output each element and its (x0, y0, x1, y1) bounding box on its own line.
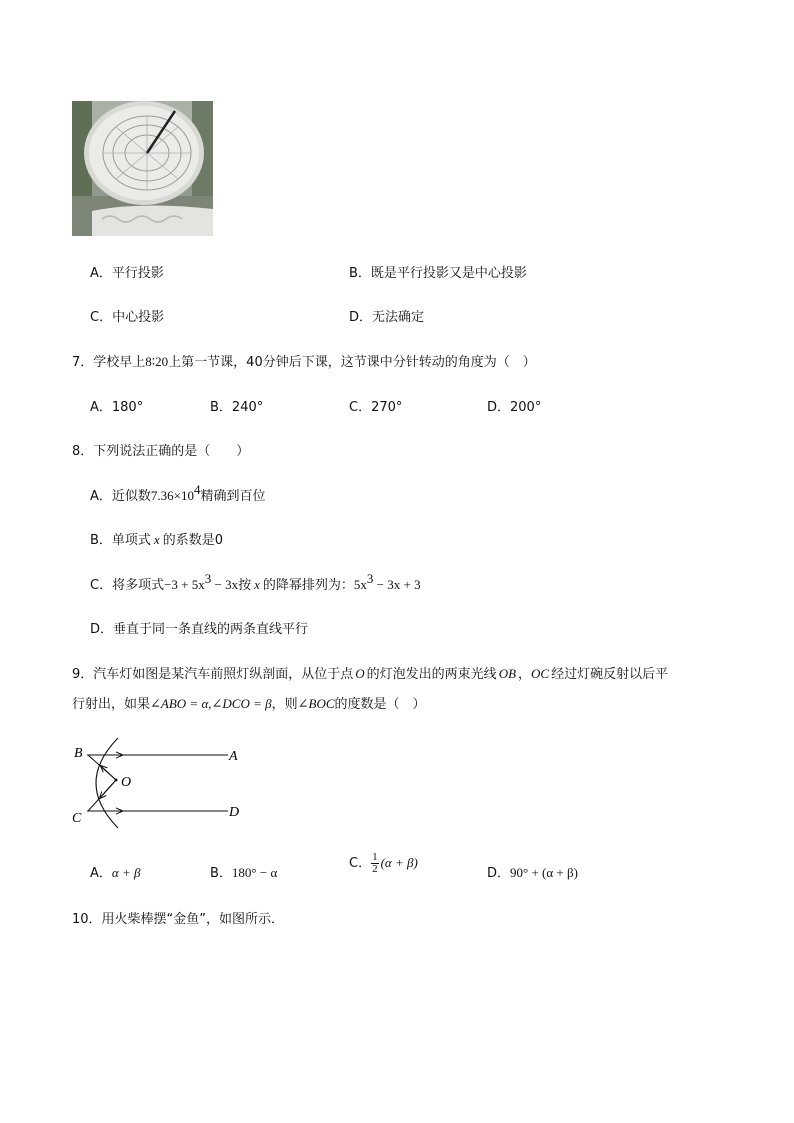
label-d: D (229, 805, 240, 820)
point-o-dot (115, 779, 118, 782)
q8-c-mid: 按 (238, 578, 252, 593)
q6-option-a: A．平行投影 (90, 266, 164, 281)
q9-stem-line2 (72, 693, 426, 712)
q9-b-label: B． (210, 866, 232, 881)
sundial-photo (72, 101, 213, 236)
q9-condition: ∠ABO = α,∠DCO = β (150, 696, 272, 711)
label-o: O (121, 775, 132, 790)
q8-c-poly2-tail: − 3x + 3 (373, 577, 421, 592)
q9-a-expr: α + β (111, 865, 141, 880)
q6-option-d: D．无法确定 (349, 310, 425, 325)
q8-a-prefix: A．近似数 (90, 489, 151, 504)
label-b: B (74, 746, 83, 761)
q7-stem (72, 351, 536, 370)
q8-stem: 8．下列说法正确的是（ ） (72, 444, 250, 459)
q9-d-label: D． (487, 866, 511, 881)
label-c: C (72, 811, 82, 826)
q8-c-poly2: 5x (353, 577, 367, 592)
q9-angle-boc: ∠BOC (297, 696, 335, 711)
q9-c-numerator: 1 (372, 851, 378, 863)
q8-c-poly1-exp: 3 (204, 571, 212, 586)
headlight-diagram (66, 735, 256, 831)
q8-b-suffix: 的系数是0 (162, 533, 223, 548)
q9-line2-part2: ，则 (271, 697, 298, 712)
q6-option-c: C．中心投影 (90, 310, 165, 325)
sundial-illustration (72, 101, 213, 236)
q8-c-prefix: C．将多项式 (90, 578, 165, 593)
q9-c-fraction (371, 852, 379, 875)
q7-option-d: D．200° (487, 400, 542, 415)
q9-ray-oc: OC (531, 666, 550, 681)
q8-c-poly2-exp: 3 (366, 571, 374, 586)
q8-a-suffix: 精确到百位 (200, 489, 266, 504)
q9-line1-part3: 经过灯碗反射以后平 (551, 667, 669, 682)
q9-d-expr: 90° + (α + β) (510, 865, 578, 880)
q8-c-mid2: 的降幂排列为： (262, 578, 354, 593)
q7-option-b: B．240° (210, 400, 264, 415)
q9-comma: ， (518, 667, 532, 682)
q7-stem-part1: 7．学校早上 (72, 355, 146, 370)
q9-line2-part1: 行射出，如果 (72, 697, 151, 712)
q8-c-poly1-tail: − 3x (211, 577, 239, 592)
q7-stem-part2: 上第一节课，40分钟后下课，这节课中分针转动的角度为（ ） (168, 355, 536, 370)
q9-stem-line1 (72, 663, 668, 682)
label-a: A (229, 749, 238, 764)
q8-c-poly1: −3 + 5x (164, 577, 205, 592)
q8-option-d: D．垂直于同一条直线的两条直线平行 (90, 622, 309, 637)
reflector-arc (96, 738, 118, 828)
q9-line1-part1: 9．汽车灯如图是某汽车前照灯纵剖面，从位于点 (72, 667, 354, 682)
q7-option-a: A．180° (90, 400, 144, 415)
q8-option-c (90, 571, 421, 593)
q9-a-label: A． (90, 866, 112, 881)
q9-option-c (349, 852, 418, 875)
q8-b-variable: x (153, 532, 160, 547)
q10-stem: 10．用火柴棒摆“金鱼”，如图所示． (72, 912, 285, 927)
q6-option-b: B．既是平行投影又是中心投影 (349, 266, 527, 281)
q9-option-d (487, 862, 578, 881)
q8-a-exponent: 4 (194, 482, 201, 497)
q9-c-denominator: 2 (372, 863, 378, 875)
q9-point-o: O (355, 666, 365, 681)
q7-option-c: C．270° (349, 400, 403, 415)
q9-b-expr: 180° − α (231, 865, 278, 880)
q8-option-a (90, 482, 266, 504)
q9-option-b (210, 862, 277, 881)
q9-c-expr: (α + β) (380, 855, 418, 870)
q8-c-variable: x (254, 577, 260, 592)
q9-option-a (90, 862, 140, 881)
q8-b-prefix: B．单项式 (90, 533, 151, 548)
q9-ray-ob: OB (498, 666, 517, 681)
q8-a-number: 7.36×10 (150, 488, 194, 503)
q9-line2-part3: 的度数是（ ） (334, 697, 426, 712)
q8-option-b (90, 529, 223, 548)
q9-line1-part2: 的灯泡发出的两束光线 (366, 667, 497, 682)
q9-c-label: C． (349, 856, 372, 871)
q7-time: 8∶20 (145, 354, 169, 369)
